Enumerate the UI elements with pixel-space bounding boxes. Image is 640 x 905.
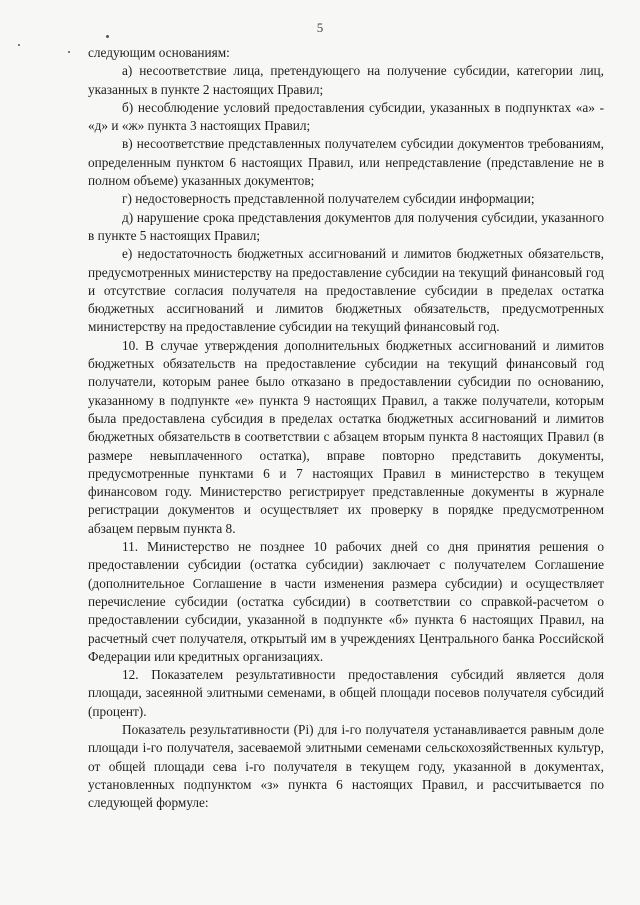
paragraph-10: 10. В случае утверждения дополнительных бюджетных ассигнований и лимитов бюджетных обязательств на предоставление субсидии на текущий финансовый год получатели, которым ранее было отказано в предоставлении субсидии по основанию, указанному в подпункте «е» пункта 9 настоящих Правил, а также получатели, которым была предоставлена субсидия в пределах остатка бюджетных ассигнований и лимитов бюджетных обязательств в соответствии с абзацем вторым пункта 8 настоящих Правил (в размере невыплаченного остатка), вправе повторно представить документы, предусмотренные пунктами 6 и 7 настоящих Правил в министерство в текущем финансовом году. Министерство регистрирует представленные документы в журнале регистрации документов и осуществляет их проверку в порядке предусмотренном абзацем первым пункта 8. bbox=[88, 337, 604, 536]
scan-speck bbox=[68, 51, 70, 53]
paragraph-item-a: а) несоответствие лица, претендующего на получение субсидии, категории лиц, указанных в пункте 2 настоящих Правил; bbox=[88, 63, 604, 97]
paragraph-item-d: д) нарушение срока представления документов для получения субсидии, указанного в пункте 5 настоящих Правил; bbox=[88, 209, 604, 243]
paragraph-12: 12. Показателем результативности предоставления субсидий является доля площади, засеянной элитными семенами, в общей площади посевов получателя субсидий (процент). bbox=[88, 667, 604, 719]
document-body bbox=[88, 44, 604, 812]
scan-speck bbox=[18, 44, 20, 46]
paragraph-indicator: Показатель результативности (Pi) для i-го получателя устанавливается равным доле площади i-го получателя, засеваемой элитными семенами сельскохозяйственных культур, от общей площади сева i-го получателя в текущем году, указанной в документах, установленных подпунктом «з» пункта 6 настоящих Правил, и рассчитывается по следующей формуле: bbox=[88, 721, 604, 811]
paragraph-item-b: б) несоблюдение условий предоставления субсидии, указанных в подпунктах «а» - «д» и «ж» пункта 3 настоящих Правил; bbox=[88, 99, 604, 134]
page-number: 5 bbox=[316, 20, 324, 35]
paragraph-item-v: в) несоответствие представленных получателем субсидии документов требованиям, определенным пунктом 6 настоящих Правил, или непредставление (представление не в полном объеме) указанных документов; bbox=[88, 136, 604, 189]
paragraph-item-g: г) недостоверность представленной получателем субсидии информации; bbox=[122, 191, 535, 207]
paragraph-item-e: е) недостаточность бюджетных ассигнований и лимитов бюджетных обязательств, предусмотренных министерству на предоставление субсидии на текущий финансовый год и отсутствие согласия получателя на предоставление субсидии в пределах остатка бюджетных ассигнований и лимитов бюджетных обязательств, предусмотренных министерству на предоставление субсидии на текущий финансовый год. bbox=[88, 246, 604, 335]
scan-speck bbox=[106, 35, 109, 38]
paragraph-11: 11. Министерство не позднее 10 рабочих дней со дня принятия решения о предоставлении субсидии (остатка субсидии) заключает с получателем Соглашение (дополнительное Соглашение в части изменения размера субсидии) и осуществляет перечисление субсидии (остатка субсидии) в соответствии со справкой-расчетом о предоставлении субсидии, указанной в подпункте «б» пункта 6 настоящих Правил, на расчетный счет получателя, открытый им в учреждениях Центрального банка Российской Федерации или кредитных организациях. bbox=[88, 539, 604, 664]
paragraph-intro: следующим основаниям: bbox=[88, 45, 230, 60]
